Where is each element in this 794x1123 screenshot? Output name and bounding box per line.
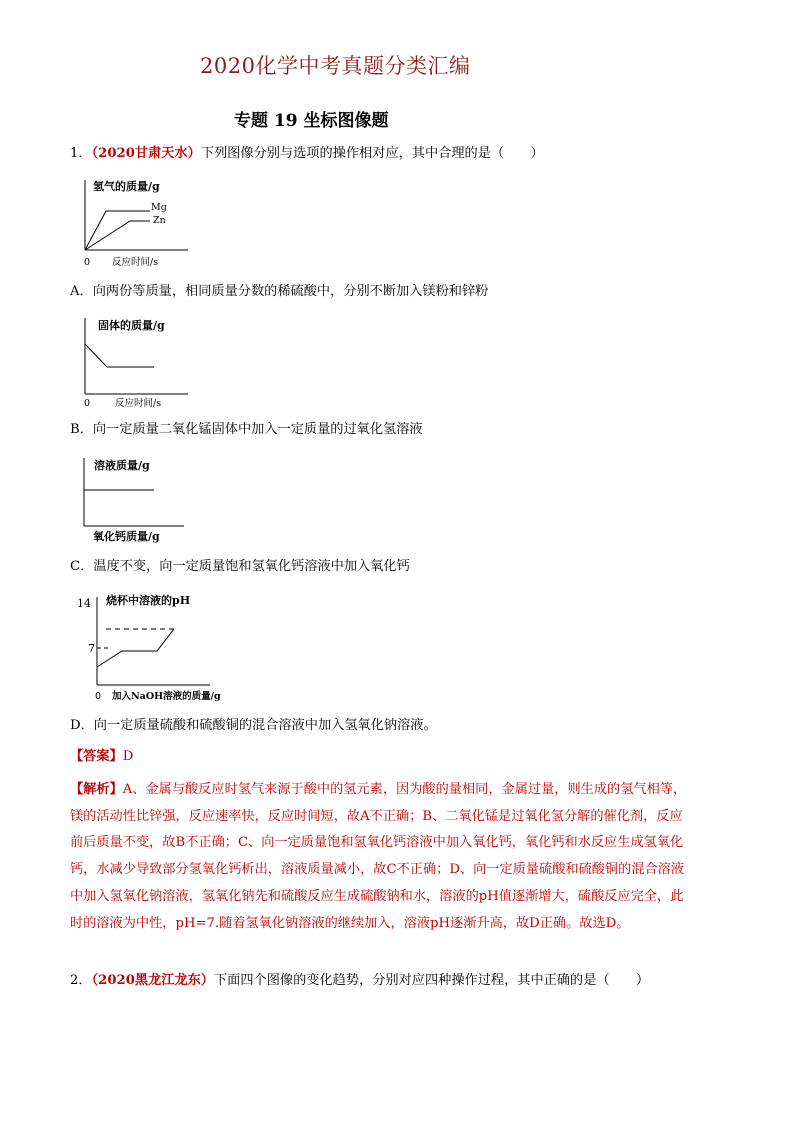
graph-a-ylabel: 氢气的质量/g [93,180,160,193]
graph-d-tick-14: 14 [77,597,91,610]
graph-d-origin: 0 [95,691,102,702]
question-number: 1． [70,146,92,161]
document-title: 2020化学中考真题分类汇编 [200,54,471,78]
question-1-stem [70,144,544,164]
answer-label: 【答案】 [70,749,123,764]
analysis-line: 时的溶液为中性，pH=7.随着氢氧化钠溶液的继续加入，溶液pH逐渐升高，故D正确。故选D。 [70,915,630,931]
graph-a-origin: 0 [84,257,91,268]
graph-b-line [85,344,154,367]
graph-b-ylabel: 固体的质量/g [98,319,165,332]
graph-a-series-mg: Mg [151,202,167,213]
option-b: B．向一定质量二氧化锰固体中加入一定质量的过氧化氢溶液 [70,422,423,437]
graph-d [74,589,234,707]
graph-c-xlabel: 氧化钙质量/g [93,530,160,543]
option-c: C．温度不变，向一定质量饱和氢氧化钙溶液中加入氧化钙 [70,559,410,574]
analysis-line: 中加入氢氧化钠溶液，氢氧化钠先和硫酸反应生成硫酸钠和水，溶液的pH值逐渐增大，硫酸反应完全，此 [70,888,684,904]
analysis-line: 钙，水减少导致部分氢氧化钙析出，溶液质量减小，故C不正确；D、向一定质量硫酸和硫酸铜的混合溶液 [70,862,685,878]
graph-a [78,172,198,270]
analysis-label: 【解析】 [70,782,123,797]
question-source: （2020黑龙江龙东） [91,973,214,988]
question-text: 下列图像分别与选项的操作相对应，其中合理的是（ ） [200,146,544,161]
graph-b-xlabel: 反应时间/s [115,398,162,409]
graph-d-xlabel: 加入NaOH溶液的质量/g [112,691,221,702]
question-number: 2． [70,973,92,988]
analysis-block [70,777,730,937]
option-d: D．向一定质量硫酸和硫酸铜的混合溶液中加入氢氧化钠溶液。 [70,718,437,733]
answer-value: D [122,749,134,764]
answer-line [70,747,133,767]
graph-d-tick-7: 7 [88,642,95,655]
graph-d-line [97,629,174,667]
option-a: A．向两份等质量，相同质量分数的稀硫酸中，分别不断加入镁粉和锌粉 [70,284,489,299]
graph-a-xlabel: 反应时间/s [112,257,159,268]
question-2-stem [70,971,649,991]
graph-c [74,452,194,544]
analysis-line: 前后质量不变，故B不正确；C、向一定质量饱和氢氧化钙溶液中加入氧化钙，氧化钙和水反应生成氢氧化 [70,835,684,851]
graph-a-zn-line [85,221,150,250]
graph-b-origin: 0 [84,398,91,409]
graph-c-ylabel: 溶液质量/g [94,459,150,472]
question-text: 下面四个图像的变化趋势，分别对应四种操作过程，其中正确的是（ ） [214,973,650,988]
question-source: （2020甘肃天水） [91,146,201,161]
graph-a-series-zn: Zn [153,215,166,226]
analysis-line: 镁的活动性比锌强，反应速率快，反应时间短，故A不正确；B、二氧化锰是过氧化氢分解的催化剂，反应 [70,808,683,824]
topic-title: 专题 19 坐标图像题 [234,111,389,131]
graph-d-ylabel: 烧杯中溶液的pH [106,594,191,607]
graph-b [78,312,198,410]
analysis-line: 【解析】A、金属与酸反应时氢气来源于酸中的氢元素，因为酸的量相同，金属过量，则生成的氢气相等， [70,782,687,797]
